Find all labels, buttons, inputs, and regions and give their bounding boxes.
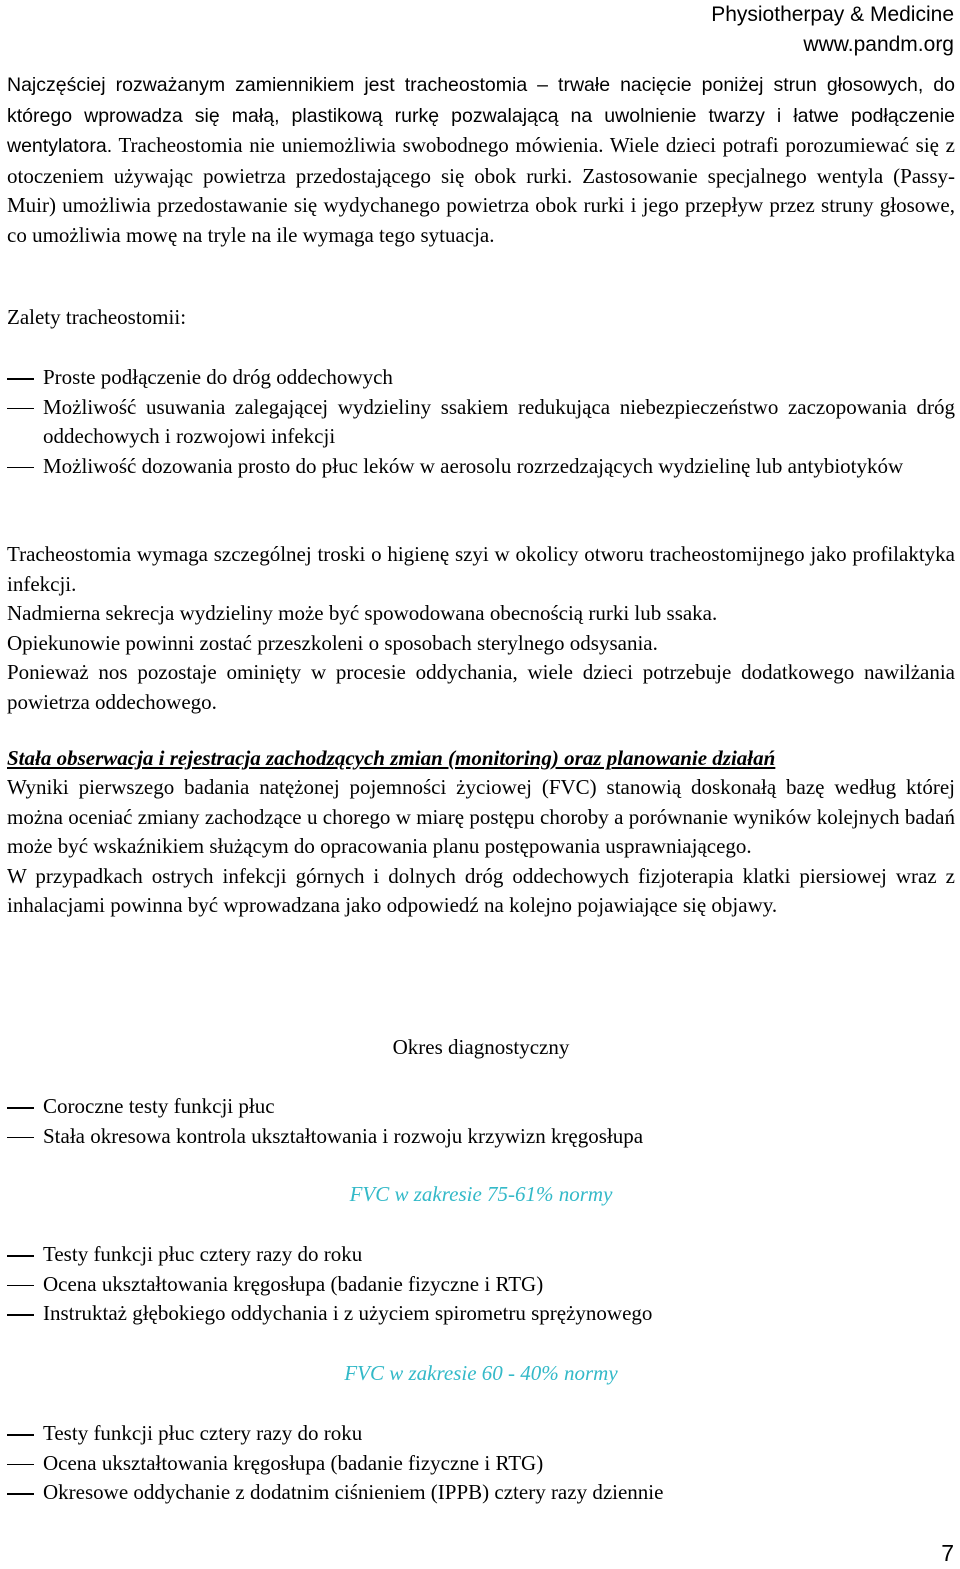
list-item: Instruktaż głębokiego oddychania i z użyciem spirometru sprężynowego [7,1299,955,1329]
page-header [711,0,954,60]
diagnostic-heading: Okres diagnostyczny [392,1035,570,1059]
care-line: Opiekunowie powinni zostać przeszkoleni o sposobach sterylnego odsysania. [7,630,658,655]
diagnostic-list [7,1092,955,1151]
header-site-name: Physiotherpay & Medicine [711,3,954,26]
care-line: Ponieważ nos pozostaje ominięty w procesie oddychania, wiele dzieci potrzebuje dodatkowego nawilżania powietrza oddechowego. [7,660,955,714]
fvc-75-61-list [7,1240,955,1329]
care-line: Nadmierna sekrecja wydzieliny może być spowodowana obecnością rurki lub ssaka. [7,601,718,625]
fvc-75-61-heading: FVC w zakresie 75-61% normy [349,1182,613,1206]
monitoring-paragraph: W przypadkach ostrych infekcji górnych i dolnych dróg oddechowych fizjoterapia klatki piersiowej wraz z inhalacjami powinna być wprowadzana jako odpowiedź na kolejno pojawiające się objawy. [7,863,955,917]
list-item: Coroczne testy funkcji płuc [7,1092,955,1122]
list-item: Testy funkcji płuc cztery razy do roku [7,1419,955,1449]
header-url: www.pandm.org [803,33,954,56]
list-item: Okresowe oddychanie z dodatnim ciśnieniem (IPPB) cztery razy dziennie [7,1478,955,1508]
monitoring-heading: Stała obserwacja i rejestracja zachodzących zmian (monitoring) oraz planowanie działań [7,746,776,770]
list-item: Proste podłączenie do dróg oddechowych [7,363,955,393]
intro-text-part2: Tracheostomia nie uniemożliwia swobodnego mówienia. Wiele dzieci potrafi porozumiewać się z otoczeniem używając powietrza przedostającego się obok rurki. Zastosowanie specjalnego wentyla (Passy-Muir) umożliwia przedostawanie się wydychanego powietrza obok rurki i jego przepływ przez struny głosowe, co umożliwia mowę na tryle na ile wymaga tego sytuacja. [7,133,955,247]
list-item: Możliwość dozowania prosto do płuc leków w aerosolu rozrzedzających wydzielinę lub antybiotyków [7,452,955,482]
list-item: Testy funkcji płuc cztery razy do roku [7,1240,955,1270]
care-section [7,540,955,717]
page-number: 7 [941,1540,954,1566]
advantages-list [7,363,955,481]
list-item: Ocena ukształtowania kręgosłupa (badanie fizyczne i RTG) [7,1449,955,1479]
intro-paragraph [7,70,955,250]
fvc-60-40-heading: FVC w zakresie 60 - 40% normy [344,1361,618,1385]
advantages-heading: Zalety tracheostomii: [7,305,187,329]
list-item: Ocena ukształtowania kręgosłupa (badanie fizyczne i RTG) [7,1270,955,1300]
care-line: Tracheostomia wymaga szczególnej troski o higienę szyi w okolicy otworu tracheostomijnego jako profilaktyka infekcji. [7,542,955,596]
monitoring-paragraph: Wyniki pierwszego badania natężonej pojemności życiowej (FVC) stanowią doskonałą bazę według której można oceniać zmiany zachodzące u chorego w miarę postępu choroby a porównanie wyników kolejnych badań może być wskaźnikiem służącym do opracowania planu postępowania usprawniającego. [7,775,955,858]
intro-text-part1: Najczęściej rozważanym zamiennikiem jest tracheostomia – trwałe nacięcie poniżej strun głosowych, do którego wprowadza się małą, plastikową rurkę pozwalającą na uwolnienie twarzy i łatwe podłączenie wentylatora. [7,74,955,157]
list-item: Stała okresowa kontrola ukształtowania i rozwoju krzywizn kręgosłupa [7,1122,955,1152]
fvc-60-40-list [7,1419,955,1508]
list-item: Możliwość usuwania zalegającej wydzieliny ssakiem redukująca niebezpieczeństwo zaczopowania dróg oddechowych i rozwojowi infekcji [7,393,955,452]
monitoring-section [7,773,955,921]
